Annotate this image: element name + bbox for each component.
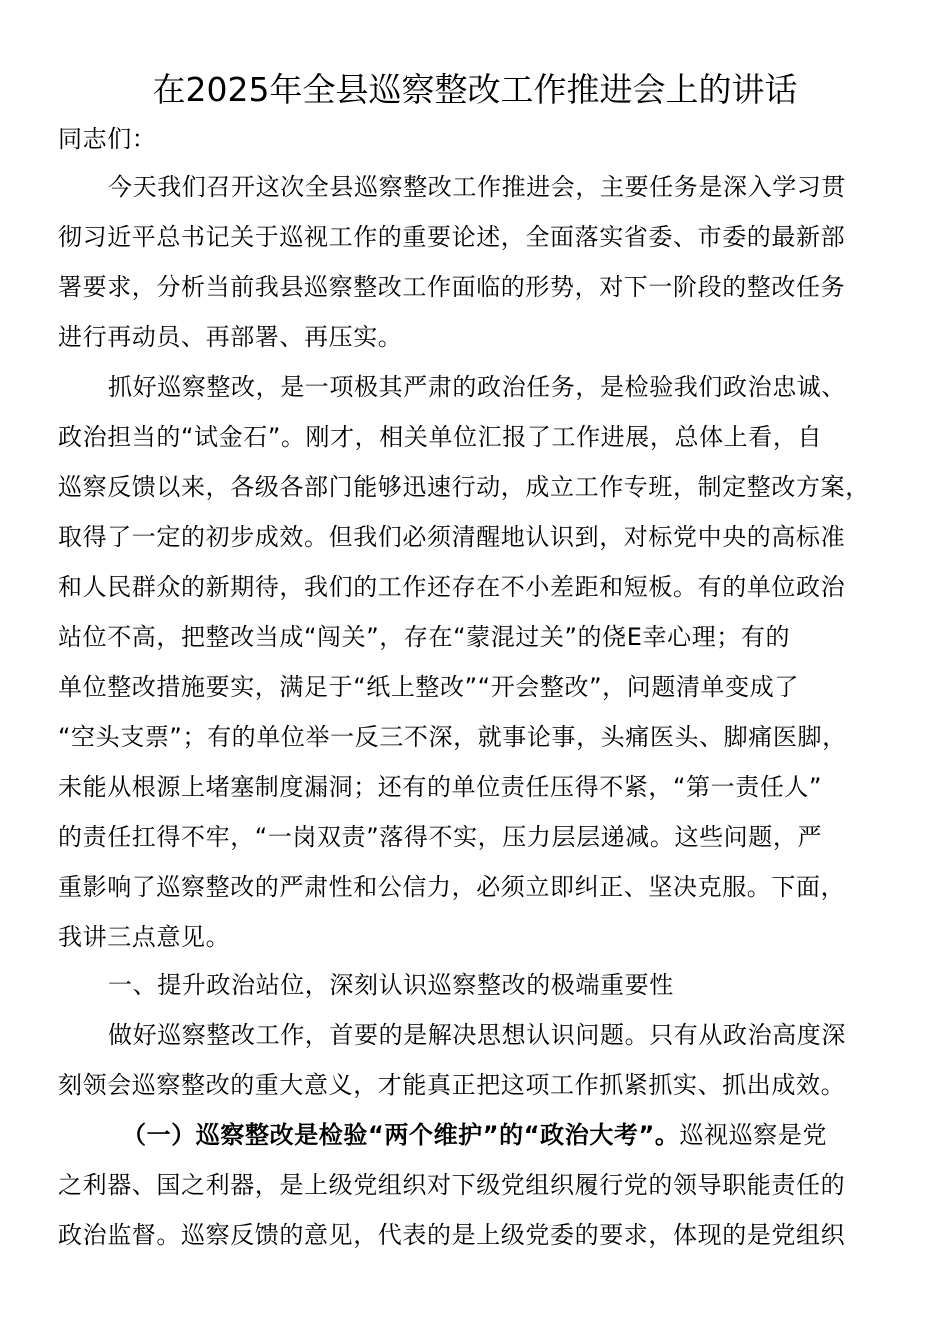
subheading-line xyxy=(122,1118,827,1152)
paragraph-line: 政治监督。巡察反馈的意见，代表的是上级党委的要求，体现的是党组织 xyxy=(58,1221,846,1249)
paragraph-line: 的责任扛得不牢，“一岗双责”落得不实，压力层层递减。这些问题，严 xyxy=(58,823,823,851)
paragraph-line: 站位不高，把整改当成“闯关”，存在“蒙混过关”的侥E幸心理；有的 xyxy=(58,623,791,651)
paragraph-line: 做好巡察整改工作，首要的是解决思想认识问题。只有从政治高度深 xyxy=(108,1021,846,1049)
paragraph-line: “空头支票”；有的单位举一反三不深，就事论事，头痛医头、脚痛医脚， xyxy=(58,723,847,751)
paragraph-line: 今天我们召开这次全县巡察整改工作推进会，主要任务是深入学习贯 xyxy=(108,173,846,201)
subheading-bold: （一）巡察整改是检验“两个维护”的“政治大考”。 xyxy=(122,1121,680,1149)
section-heading: 一、提升政治站位，深刻认识巡察整改的极端重要性 xyxy=(108,971,674,999)
paragraph-line: 抓好巡察整改，是一项极其严肃的政治任务，是检验我们政治忠诚、 xyxy=(108,373,846,401)
paragraph-line: 重影响了巡察整改的严肃性和公信力，必须立即纠正、坚决克服。下面， xyxy=(58,873,846,901)
salutation: 同志们： xyxy=(58,125,157,153)
paragraph-line: 我讲三点意见。 xyxy=(58,923,231,951)
paragraph-line: 巡察反馈以来，各级各部门能够迅速行动，成立工作专班，制定整改方案， xyxy=(58,473,870,501)
paragraph-line: 和人民群众的新期待，我们的工作还存在不小差距和短板。有的单位政治 xyxy=(58,573,846,601)
paragraph-line: 取得了一定的初步成效。但我们必须清醒地认识到，对标党中央的高标准 xyxy=(58,523,846,551)
paragraph-line: 刻领会巡察整改的重大意义，才能真正把这项工作抓紧抓实、抓出成效。 xyxy=(58,1071,846,1099)
paragraph-line: 未能从根源上堵塞制度漏洞；还有的单位责任压得不紧，“第一责任人” xyxy=(58,773,823,801)
paragraph-line: 彻习近平总书记关于巡视工作的重要论述，全面落实省委、市委的最新部 xyxy=(58,223,846,251)
paragraph-line: 单位整改措施要实，满足于“纸上整改”“开会整改”，问题清单变成了 xyxy=(58,673,799,701)
paragraph-line: 政治担当的“试金石”。刚才，相关单位汇报了工作进展，总体上看，自 xyxy=(58,423,823,451)
document-title: 在2025年全县巡察整改工作推进会上的讲话 xyxy=(152,70,798,109)
subheading-rest: 巡视巡察是党 xyxy=(679,1121,828,1149)
paragraph-line: 署要求，分析当前我县巡察整改工作面临的形势，对下一阶段的整改任务 xyxy=(58,273,846,301)
paragraph-line: 之利器、国之利器，是上级党组织对下级党组织履行党的领导职能责任的 xyxy=(58,1171,846,1199)
paragraph-line: 进行再动员、再部署、再压实。 xyxy=(58,323,403,351)
